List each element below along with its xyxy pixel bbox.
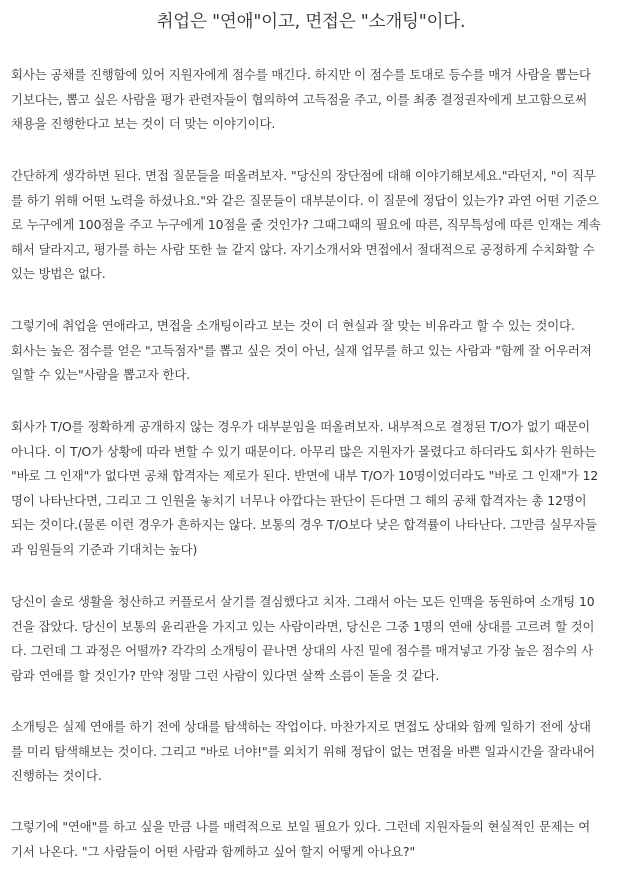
paragraph-1 xyxy=(11,63,611,137)
paragraph-line: 채용을 진행한다고 보는 것이 더 맞는 이야기이다. xyxy=(11,116,276,131)
paragraph-line: 건을 잡았다. 당신이 보통의 윤리관을 가지고 있는 사람이라면, 당신은 그중 1명의 연애 상대를 고르려 할 것이 xyxy=(11,618,595,634)
paragraph-line: 로 누구에게 100점을 주고 누구에게 10점을 줄 것인가? 그때그때의 필요에 따른, 직무특성에 따른 인재는 계속 xyxy=(11,217,601,232)
paragraph-line: 과 임원들의 기준과 기대치는 높다) xyxy=(11,541,198,557)
paragraph-line: 그렇기에 취업을 연애라고, 면접을 소개팅이라고 보는 것이 더 현실과 잘 맞는 비유라고 할 수 있는 것이다. xyxy=(11,318,575,333)
paragraph-line: 기보다는, 뽑고 싶은 사람을 평가 관련자들이 협의하여 고득점을 주고, 이를 최종 결정권자에게 보고함으로써 xyxy=(11,91,587,107)
paragraph-line: 있는 방법은 없다. xyxy=(11,266,106,281)
paragraph-line: 해서 달라지고, 평가를 하는 사람 또한 늘 같지 않다. 자기소개서와 면접에서 절대적으로 공정하게 수치화할 수 xyxy=(11,241,595,257)
paragraph-4 xyxy=(11,415,611,562)
paragraph-line: 그렇기에 "연애"를 하고 싶을 만큼 나를 매력적으로 보일 필요가 있다. 그런데 지원자들의 현실적인 문제는 여 xyxy=(11,819,591,834)
paragraph-line: 진행하는 것이다. xyxy=(11,768,102,783)
paragraph-line: 당신이 솔로 생활을 청산하고 커플로서 살기를 결심했다고 치자. 그래서 아는 모든 인맥을 동원하여 소개팅 10 xyxy=(11,594,595,609)
paragraph-line: 소개팅은 실제 연애를 하기 전에 상대를 탐색하는 작업이다. 마찬가지로 면접도 상대와 함께 일하기 전에 상대 xyxy=(11,719,591,734)
paragraph-6 xyxy=(11,715,611,789)
paragraph-line: 를 하기 위해 어떤 노력을 하셨나요."와 같은 질문들이 대부분이다. 이 질문에 정답이 있는가? 과연 어떤 기준으 xyxy=(11,192,599,208)
paragraph-line: 명이 나타난다면, 그리고 그 인원을 놓치기 너무나 아깝다는 판단이 든다면 그 해의 공채 합격자는 총 12명이 xyxy=(11,492,587,508)
paragraph-line: "바로 그 인재"가 없다면 공채 합격자는 제로가 된다. 반면에 내부 T/O가 10명이었더라도 "바로 그 인재"가 12 xyxy=(11,468,599,483)
article-title: 취업은 "연애"이고, 면접은 "소개팅"이다. xyxy=(156,12,466,32)
paragraph-line: 되는 것이다.(물론 이런 경우가 흔하지는 않다. 보통의 경우 T/O보다 낮은 합격률이 나타난다. 그만큼 실무자들 xyxy=(11,517,597,532)
paragraph-line: 일할 수 있는"사람을 뽑고자 한다. xyxy=(11,367,191,382)
paragraph-line: 회사는 공채를 진행함에 있어 지원자에게 점수를 매긴다. 하지만 이 점수를 토대로 등수를 매겨 사람을 뽑는다 xyxy=(11,67,591,82)
paragraph-line: 간단하게 생각하면 된다. 면접 질문들을 떠올려보자. "당신의 장단점에 대해 이야기해보세요."라던지, "이 직무 xyxy=(11,168,596,183)
paragraph-7 xyxy=(11,815,611,864)
paragraph-2 xyxy=(11,164,611,287)
paragraph-line: 회사는 높은 점수를 얻은 "고득점자"를 뽑고 싶은 것이 아닌, 실재 업무를 하고 있는 사람과 "함께 잘 어우러져 xyxy=(11,342,592,358)
paragraph-line: 다. 그런데 그 과정은 어떨까? 각각의 소개팅이 끝나면 상대의 사진 밑에 점수를 매겨넣고 가장 높은 점수의 사 xyxy=(11,643,594,658)
paragraph-line: 기서 나온다. "그 사람들이 어떤 사람과 함께하고 싶어 할지 어떻게 아나요?" xyxy=(11,843,416,859)
paragraph-line: 람과 연애를 할 것인가? 만약 정말 그런 사람이 있다면 살짝 소름이 돋을 것 같다. xyxy=(11,667,440,683)
paragraph-line: 회사가 T/O를 정확하게 공개하지 않는 경우가 대부분임을 떠올려보자. 내부적으로 결정된 T/O가 없기 때문이 xyxy=(11,419,590,434)
paragraph-5 xyxy=(11,590,611,688)
paragraph-line: 를 미리 탐색해보는 것이다. 그리고 "바로 너야!"를 외치기 위해 정답이 없는 면접을 바쁜 일과시간을 잘라내어 xyxy=(11,743,596,759)
paragraph-3 xyxy=(11,314,611,388)
paragraph-line: 아니다. 이 T/O가 상황에 따라 변할 수 있기 때문이다. 아무리 많은 지원자가 몰렸다고 하더라도 회사가 원하는 xyxy=(11,443,596,459)
